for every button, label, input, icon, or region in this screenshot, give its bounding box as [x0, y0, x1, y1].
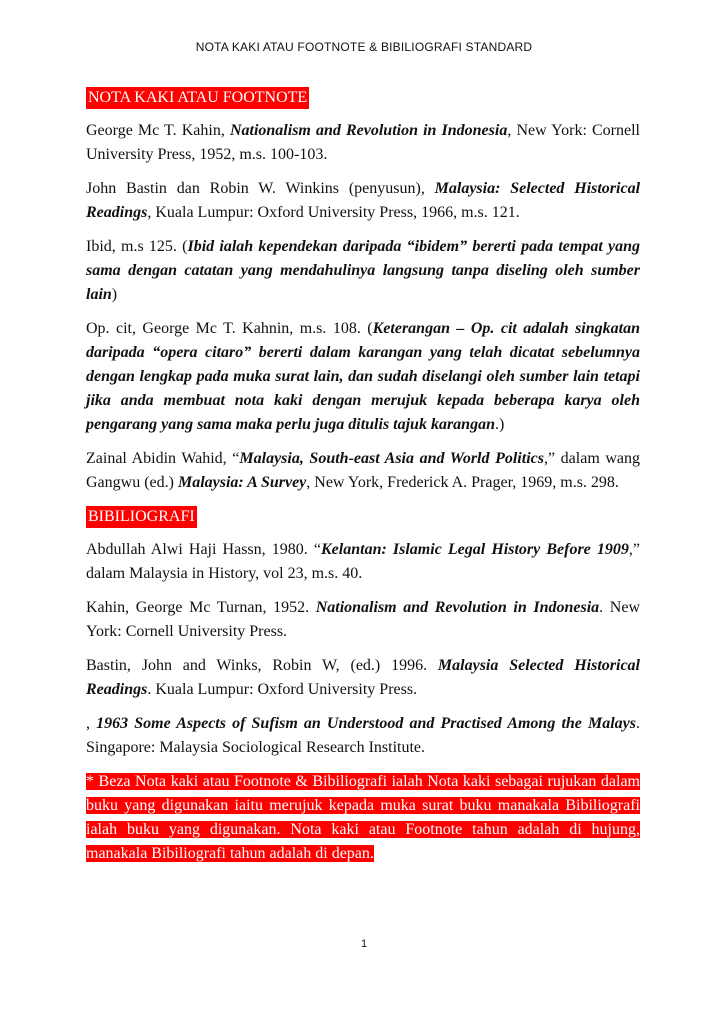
footnote-entry: Zainal Abidin Wahid, “Malaysia, South-east Asia and World Politics,” dalam wang Gangwu (ed.) Malaysia: A Survey, New York, Frederick A. Prager, 1969, m.s. 298. [86, 450, 641, 491]
footnote-entry: Op. cit, George Mc T. Kahnin, m.s. 108. (Keterangan – Op. cit adalah singkatan daripada “opera citaro” bererti dalam karangan yang telah dicatat sebelumnya dengan lengkap pada muka surat lain, dan sudah diselangi oleh sumber lain tetapi jika anda membuat nota kaki dengan merujuk kepada beberapa karya oleh pengarang yang sama maka perlu juga ditulis tajuk karangan.) [86, 320, 640, 433]
bibliography-entry: Bastin, John and Winks, Robin W, (ed.) 1996. Malaysia Selected Historical Readings. Kuala Lumpur: Oxford University Press. [86, 657, 641, 698]
page-number: 1 [360, 938, 368, 950]
bibliography-heading: BIBILIOGRAFI [86, 506, 197, 528]
footnote-heading: NOTA KAKI ATAU FOOTNOTE [86, 87, 309, 109]
footnote-entry: Ibid, m.s 125. (Ibid ialah kependekan daripada “ibidem” bererti pada tempat yang sama dengan catatan yang mendahulinya langsung tanpa diseling oleh sumber lain) [86, 238, 641, 303]
bibliography-entry: Kahin, George Mc Turnan, 1952. Nationalism and Revolution in Indonesia. New York: Cornell University Press. [86, 599, 640, 640]
page-header: NOTA KAKI ATAU FOOTNOTE & BIBILIOGRAFI STANDARD [195, 40, 533, 54]
footnote-entry: George Mc T. Kahin, Nationalism and Revolution in Indonesia, New York: Cornell University Press, 1952, m.s. 100-103. [86, 122, 640, 163]
footnote-entry: John Bastin dan Robin W. Winkins (penyusun), Malaysia: Selected Historical Readings, Kuala Lumpur: Oxford University Press, 1966, m.s. 121. [86, 180, 641, 221]
comparison-note-text: * Beza Nota kaki atau Footnote & Bibiliografi ialah Nota kaki sebagai rujukan dalam buku yang digunakan iaitu merujuk kepada muka surat buku manakala Bibiliografi ialah buku yang digunakan. Nota kaki atau Footnote tahun adalah di hujung, manakala Bibiliografi tahun adalah di depan. [86, 773, 640, 862]
bibliography-entry: , 1963 Some Aspects of Sufism an Understood and Practised Among the Malays. Singapore: Malaysia Sociological Research Institute. [86, 715, 641, 756]
bibliography-entry: Abdullah Alwi Haji Hassn, 1980. “Kelantan: Islamic Legal History Before 1909,” dalam Malaysia in History, vol 23, m.s. 40. [86, 541, 640, 582]
document-body [86, 86, 640, 866]
comparison-note [86, 770, 640, 866]
